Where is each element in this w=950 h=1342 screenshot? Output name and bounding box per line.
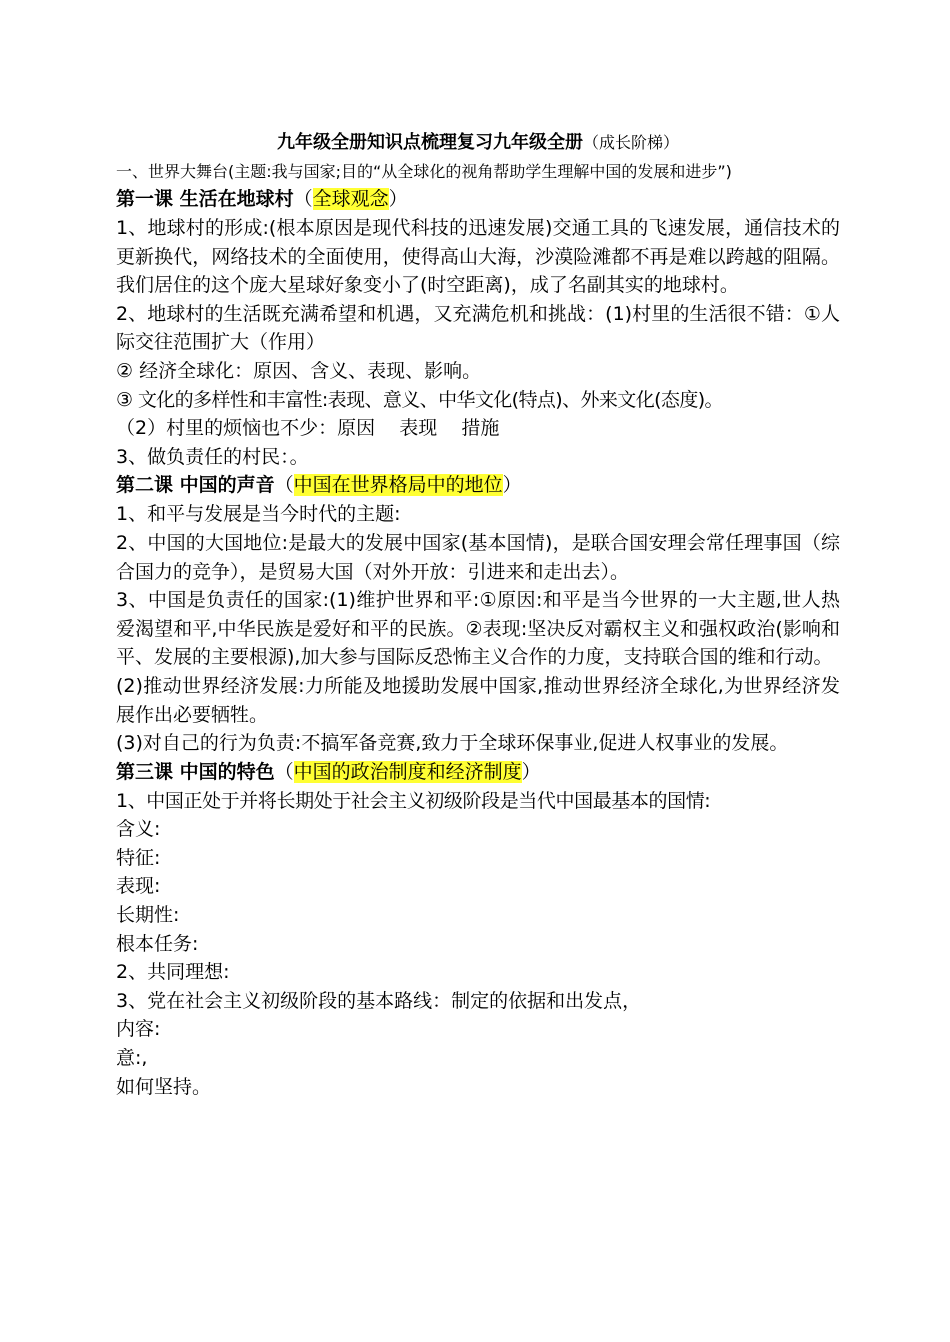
lesson1-paragraph-5: （2）村里的烦恼也不少：原因 表现 措施 — [116, 417, 500, 440]
lesson1-open: （ — [293, 188, 313, 210]
lesson3-item-task: 根本任务: — [116, 932, 199, 955]
lesson2-title: 第二课 中国的声音 — [116, 474, 275, 497]
lesson1-paragraph-4: ③ 文化的多样性和丰富性:表现、意义、中华文化(特点)、外来文化(态度)。 — [116, 388, 723, 411]
lesson1-paragraph-1: 1、地球村的形成:(根本原因是现代科技的迅速发展)交通工具的飞速发展，通信技术的更新换代，网络技术的全面使用，使得高山大海，沙漠险滩都不再是难以跨越的阻隔。我们居住的这个庞大星球好象变小了(时空距离)，成了名副其实的地球村。 — [116, 217, 840, 297]
title-sub: （成长阶梯） — [582, 133, 679, 152]
lesson3-item-content: 内容: — [116, 1018, 161, 1041]
lesson3-item-features: 特征: — [116, 846, 161, 869]
lesson1-highlight: 全球观念 — [312, 188, 389, 210]
lesson2-highlight: 中国在世界格局中的地位 — [293, 474, 503, 497]
lesson2-paragraph-1: 1、和平与发展是当今时代的主题: — [116, 503, 401, 526]
intro-paragraph: 一、世界大舞台(主题:我与国家;目的“从全球化的视角帮助学生理解中国的发展和进步”) — [116, 162, 732, 181]
lesson1-heading — [116, 185, 840, 214]
lesson3-item-significance: 意:, — [116, 1047, 148, 1070]
lesson1-paragraph-6: 3、做负责任的村民：。 — [116, 445, 309, 468]
lesson1-paragraph-2: 2、地球村的生活既充满希望和机遇，又充满危机和挑战：(1)村里的生活很不错：①人际交往范围扩大（作用） — [116, 302, 840, 354]
lesson1-title: 第一课 生活在地球村 — [116, 188, 294, 210]
lesson3-item-manifestation: 表现: — [116, 875, 161, 898]
lesson3-heading — [116, 758, 840, 787]
lesson3-highlight: 中国的政治制度和经济制度 — [293, 760, 522, 783]
lesson1-paragraph-3: ② 经济全球化：原因、含义、表现、影响。 — [116, 359, 482, 382]
lesson3-paragraph-1: 1、中国正处于并将长期处于社会主义初级阶段是当代中国最基本的国情: — [116, 789, 711, 812]
title-main: 九年级全册知识点梳理复习九年级全册 — [276, 132, 583, 153]
lesson2-paragraph-3: 3、中国是负责任的国家:(1)维护世界和平:①原因:和平是当今世界的一大主题,世人热爱渴望和平,中华民族是爱好和平的民族。②表现:坚决反对霸权主义和强权政治(影响和平、发展的主要根源),加大参与国际反恐怖主义合作的力度，支持联合国的维和行动。 — [116, 589, 840, 669]
lesson2-paragraph-4: (2)推动世界经济发展:力所能及地援助发展中国家,推动世界经济全球化,为世界经济发展作出必要牺牲。 — [116, 674, 840, 726]
lesson2-heading — [116, 471, 840, 500]
document-title — [116, 128, 840, 158]
lesson3-paragraph-3: 3、党在社会主义初级阶段的基本路线：制定的依据和出发点， — [116, 989, 642, 1012]
lesson3-item-meaning: 含义: — [116, 818, 161, 841]
lesson2-open: （ — [274, 474, 294, 497]
lesson1-close: ） — [388, 188, 408, 210]
document-page — [116, 128, 840, 1101]
lesson3-close: ） — [521, 760, 541, 783]
lesson2-paragraph-2: 2、中国的大国地位:是最大的发展中国家(基本国情)，是联合国安理会常任理事国（综合国力的竞争），是贸易大国（对外开放：引进来和走出去）。 — [116, 531, 840, 583]
lesson3-item-how: 如何坚持。 — [116, 1075, 212, 1098]
lesson3-title: 第三课 中国的特色 — [116, 760, 275, 783]
lesson3-item-longevity: 长期性: — [116, 904, 180, 927]
lesson2-close: ） — [502, 474, 522, 497]
lesson3-paragraph-2: 2、共同理想: — [116, 961, 230, 984]
lesson3-open: （ — [274, 760, 294, 783]
lesson2-paragraph-5: (3)对自己的行为负责:不搞军备竞赛,致力于全球环保事业,促进人权事业的发展。 — [116, 732, 789, 755]
